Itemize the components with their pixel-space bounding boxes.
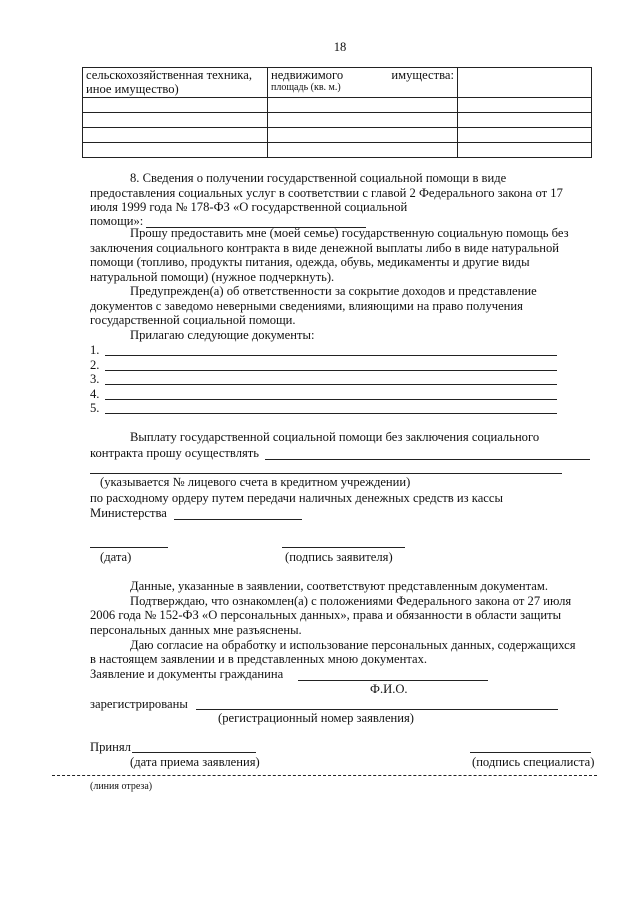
reg-number-hint: (регистрационный номер заявления) (218, 711, 415, 725)
confirm-line2: Подтверждаю, что ознакомлен(а) с положениями Федерального закона от 27 июля (130, 594, 572, 608)
table-cell: недвижимого имущества: площадь (кв. м.) (268, 68, 458, 98)
confirm-line5: Даю согласие на обработку и использование персональных данных, содержащихся (130, 638, 576, 652)
table-row (83, 113, 592, 128)
table-row (83, 143, 592, 158)
accept-date-hint: (дата приема заявления) (130, 755, 260, 769)
section8-line3: июля 1999 года № 178-ФЗ «О государственной социальной (90, 200, 408, 214)
section8-line1: 8. Сведения о получении государственной социальной помощи в виде (130, 171, 507, 185)
confirm-line3: 2006 года № 152-ФЗ «О персональных данных», права и обязанности в области защиты (90, 608, 562, 622)
attach-item-label: 5. (90, 401, 100, 415)
payment-account-line-2[interactable] (90, 473, 562, 474)
attach-item-line[interactable] (105, 384, 557, 385)
specialist-sign-line[interactable] (470, 752, 591, 753)
fio-line[interactable] (298, 680, 488, 681)
registered-label: зарегистрированы (90, 697, 188, 711)
confirm-line6: в настоящем заявлении и в представленных мною документах. (90, 652, 428, 666)
confirm-line1: Данные, указанные в заявлении, соответствуют представленным документам. (130, 579, 548, 593)
request-line2: заключения социального контракта в виде денежной выплаты либо в виде натуральной (90, 241, 560, 255)
request-line4: натуральной помощи) (нужное подчеркнуть). (90, 270, 335, 284)
attach-item-line[interactable] (105, 413, 557, 414)
attach-heading: Прилагаю следующие документы: (130, 328, 315, 342)
warning-line1: Предупрежден(а) об ответственности за сокрытие доходов и представление (130, 284, 537, 298)
specialist-sign-hint: (подпись специалиста) (472, 755, 595, 769)
table-cell (458, 68, 592, 98)
fio-label: Ф.И.О. (370, 682, 408, 696)
attach-item-label: 3. (90, 372, 100, 386)
date-label: (дата) (100, 550, 132, 564)
warning-line3: государственной социальной помощи. (90, 313, 296, 327)
payment-line2: контракта прошу осуществлять (90, 446, 260, 460)
cut-line (52, 775, 597, 776)
table-cell: сельскохозяйственная техника, иное имущество) (83, 68, 268, 98)
attach-item-label: 4. (90, 387, 100, 401)
attach-item-label: 1. (90, 343, 100, 357)
page-number: 18 (333, 40, 347, 54)
cut-line-label: (линия отреза) (90, 781, 153, 792)
request-line1: Прошу предоставить мне (моей семье) государственную социальную помощь без (130, 226, 569, 240)
payment-line1: Выплату государственной социальной помощи без заключения социального (130, 430, 540, 444)
table-row (83, 98, 592, 113)
attach-item-line[interactable] (105, 355, 557, 356)
ministry-fill-line[interactable] (174, 519, 302, 520)
signature-line[interactable] (282, 547, 405, 548)
attach-item-line[interactable] (105, 370, 557, 371)
table-row (83, 68, 592, 98)
registration-line[interactable] (196, 709, 558, 710)
accepted-label: Принял (90, 740, 131, 754)
request-line3: помощи (топливо, продукты питания, одежда, обувь, медикаменты и другие виды (90, 255, 530, 269)
date-line[interactable] (90, 547, 168, 548)
property-table (82, 67, 592, 158)
warning-line2: документов с заведомо неверными сведениями, влияющими на право получения (90, 299, 523, 313)
confirm-line4: персональных данных мне разъяснены. (90, 623, 302, 637)
table-row (83, 128, 592, 143)
docs-label: Заявление и документы гражданина (90, 667, 284, 681)
attach-item-label: 2. (90, 358, 100, 372)
attach-item-line[interactable] (105, 399, 557, 400)
payment-account-line[interactable] (265, 459, 590, 460)
payment-line4: Министерства (90, 506, 167, 520)
account-hint: (указывается № лицевого счета в кредитном учреждении) (100, 475, 411, 489)
section8-line2: предоставления социальных услуг в соответствии с главой 2 Федерального закона от 17 (90, 186, 563, 200)
accept-date-line[interactable] (132, 752, 256, 753)
section8-line4: помощи»: (90, 214, 144, 228)
payment-line3: по расходному ордеру путем передачи наличных денежных средств из кассы (90, 491, 503, 505)
signature-label: (подпись заявителя) (285, 550, 393, 564)
